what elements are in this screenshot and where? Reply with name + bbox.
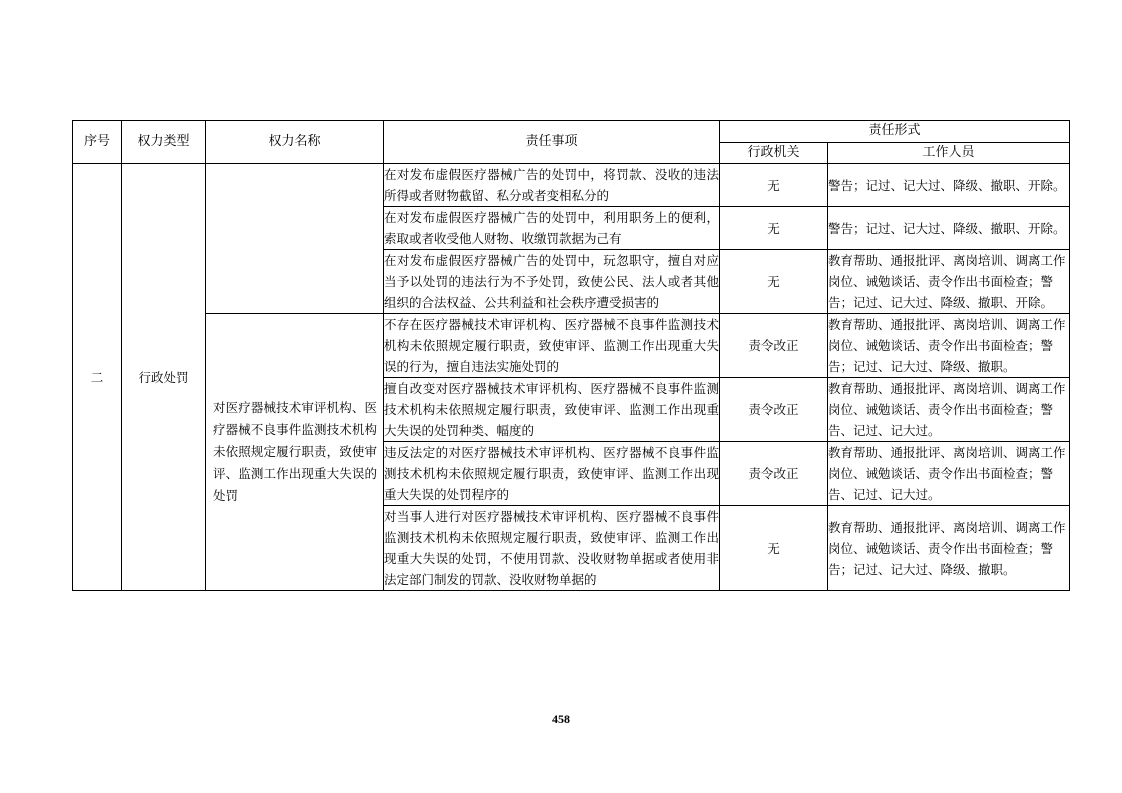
staff-cell: 警告；记过、记大过、降级、撤职、开除。 [828, 207, 1070, 250]
staff-cell: 教育帮助、通报批评、离岗培训、调离工作岗位、诫勉谈话、责令作出书面检查；警告；记过、记大过、降级、撤职、开除。 [828, 250, 1070, 314]
header-seq: 序号 [73, 121, 122, 164]
responsibility-item: 在对发布虚假医疗器械广告的处罚中，利用职务上的便利，索取或者收受他人财物、收缴罚款据为己有 [384, 207, 720, 250]
admin-org-cell: 无 [720, 250, 828, 314]
responsibility-table [72, 120, 1070, 591]
responsibility-item: 不存在医疗器械技术审评机构、医疗器械不良事件监测技术机构未依照规定履行职责，致使审评、监测工作出现重大失误的行为，擅自违法实施处罚的 [384, 314, 720, 378]
admin-org-cell: 无 [720, 207, 828, 250]
group-seq: 二 [73, 164, 122, 591]
responsibility-item: 在对发布虚假医疗器械广告的处罚中，将罚款、没收的违法所得或者财物截留、私分或者变相私分的 [384, 164, 720, 207]
staff-cell: 警告；记过、记大过、降级、撤职、开除。 [828, 164, 1070, 207]
header-staff: 工作人员 [828, 142, 1070, 164]
header-responsibility: 责任事项 [384, 121, 720, 164]
power-name-empty [206, 164, 384, 314]
responsibility-item: 违反法定的对医疗器械技术审评机构、医疗器械不良事件监测技术机构未依照规定履行职责，致使审评、监测工作出现重大失误的处罚程序的 [384, 442, 720, 506]
table-row [73, 314, 1070, 378]
admin-org-cell: 无 [720, 164, 828, 207]
staff-cell: 教育帮助、通报批评、离岗培训、调离工作岗位、诫勉谈话、责令作出书面检查；警告、记过、记大过。 [828, 442, 1070, 506]
header-power-type: 权力类型 [122, 121, 206, 164]
header-form: 责任形式 [720, 121, 1070, 143]
group-power-type: 行政处罚 [122, 164, 206, 591]
header-power-name: 权力名称 [206, 121, 384, 164]
staff-cell: 教育帮助、通报批评、离岗培训、调离工作岗位、诫勉谈话、责令作出书面检查；警告、记过、记大过。 [828, 378, 1070, 442]
header-admin-org: 行政机关 [720, 142, 828, 164]
page-number: 458 [552, 712, 570, 726]
responsibility-item: 擅自改变对医疗器械技术审评机构、医疗器械不良事件监测技术机构未依照规定履行职责，致使审评、监测工作出现重大失误的处罚种类、幅度的 [384, 378, 720, 442]
staff-cell: 教育帮助、通报批评、离岗培训、调离工作岗位、诫勉谈话、责令作出书面检查；警告；记过、记大过、降级、撤职。 [828, 314, 1070, 378]
staff-cell: 教育帮助、通报批评、离岗培训、调离工作岗位、诫勉谈话、责令作出书面检查；警告；记过、记大过、降级、撤职。 [828, 506, 1070, 591]
admin-org-cell: 无 [720, 506, 828, 591]
power-name-cell: 对医疗器械技术审评机构、医疗器械不良事件监测技术机构未依照规定履行职责，致使审评、监测工作出现重大失误的处罚 [206, 314, 384, 591]
responsibility-item: 在对发布虚假医疗器械广告的处罚中，玩忽职守，擅自对应当予以处罚的违法行为不予处罚，致使公民、法人或者其他组织的合法权益、公共利益和社会秩序遭受损害的 [384, 250, 720, 314]
admin-org-cell: 责令改正 [720, 378, 828, 442]
table-row [73, 164, 1070, 207]
admin-org-cell: 责令改正 [720, 314, 828, 378]
responsibility-item: 对当事人进行对医疗器械技术审评机构、医疗器械不良事件监测技术机构未依照规定履行职责，致使审评、监测工作出现重大失误的处罚，不使用罚款、没收财物单据或者使用非法定部门制发的罚款、没收财物单据的 [384, 506, 720, 591]
admin-org-cell: 责令改正 [720, 442, 828, 506]
